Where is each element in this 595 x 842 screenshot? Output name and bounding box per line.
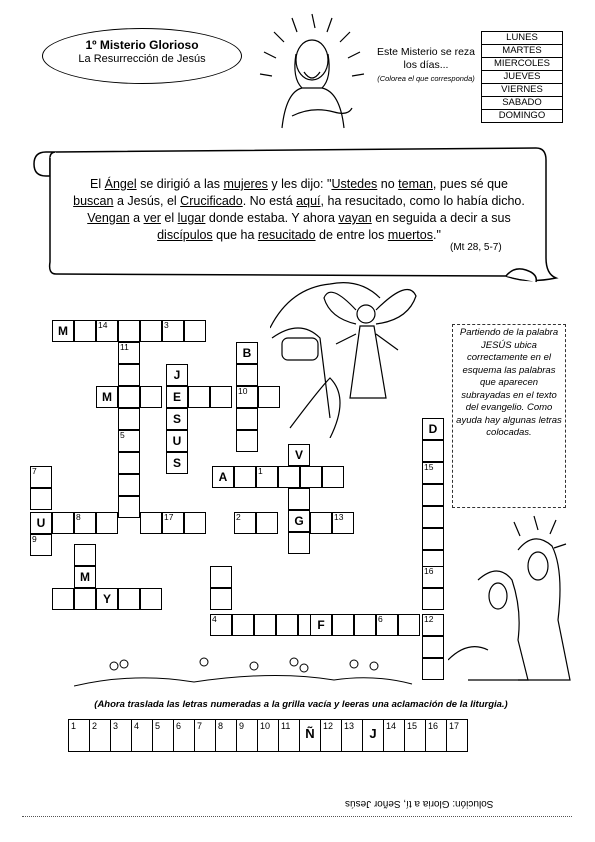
crossword-cell[interactable]: V (288, 444, 310, 466)
day-monday[interactable]: LUNES (482, 32, 563, 45)
crossword-cell[interactable] (354, 614, 376, 636)
crossword-cell[interactable] (52, 588, 74, 610)
answer-cell-number: 9 (239, 721, 245, 731)
crossword-cell[interactable] (30, 488, 52, 510)
crossword-cell[interactable]: B (236, 342, 258, 364)
crossword-cell[interactable] (332, 614, 354, 636)
answer-cell[interactable] (216, 720, 237, 752)
answer-cell[interactable] (111, 720, 132, 752)
crossword-cell[interactable]: 6 (376, 614, 398, 636)
crossword-cell[interactable]: 1 (256, 466, 278, 488)
crossword-cell[interactable] (184, 320, 206, 342)
crossword-cell[interactable] (140, 512, 162, 534)
crossword-cell[interactable] (140, 588, 162, 610)
day-tuesday[interactable]: MARTES (482, 45, 563, 58)
crossword-cell[interactable] (276, 614, 298, 636)
crossword-cell[interactable] (300, 466, 322, 488)
answer-cell-number: 1 (71, 721, 77, 731)
crossword-cell[interactable] (74, 544, 96, 566)
page-title: 1º Misterio Glorioso (85, 38, 199, 52)
crossword-cell[interactable]: 5 (118, 430, 140, 452)
gospel-reference: (Mt 28, 5-7) (450, 242, 502, 253)
day-friday[interactable]: VIERNES (482, 84, 563, 97)
answer-cell-number: 4 (134, 721, 140, 731)
answer-cell[interactable] (321, 720, 342, 752)
angel-illustration (270, 278, 450, 438)
answer-cell[interactable] (426, 720, 447, 752)
crossword-cell[interactable]: 16 (422, 566, 444, 588)
crossword-cell[interactable] (278, 466, 300, 488)
crossword-cell[interactable]: J (166, 364, 188, 386)
answer-cell-number: 15 (407, 721, 418, 731)
days-table (481, 31, 563, 123)
crossword-cell[interactable] (140, 320, 162, 342)
crossword-cell[interactable] (398, 614, 420, 636)
day-thursday[interactable]: JUEVES (482, 71, 563, 84)
crossword-cell[interactable] (118, 452, 140, 474)
answer-cell[interactable] (174, 720, 195, 752)
crossword-cell[interactable] (232, 614, 254, 636)
answer-cell[interactable] (90, 720, 111, 752)
answer-cell-letter: J (369, 726, 377, 741)
crossword-cell[interactable] (118, 408, 140, 430)
answer-cell-number: 10 (260, 721, 271, 731)
crossword-cell[interactable]: 3 (162, 320, 184, 342)
crossword-cell[interactable] (74, 588, 96, 610)
answer-cell-number: 3 (113, 721, 119, 731)
answer-cell[interactable] (69, 720, 90, 752)
crossword-cell[interactable]: G (288, 510, 310, 532)
answer-cell[interactable] (447, 720, 468, 752)
crossword-cell[interactable] (118, 474, 140, 496)
title-bubble (42, 28, 242, 84)
answer-cell (363, 720, 384, 752)
answer-cell[interactable] (279, 720, 300, 752)
answer-cell-letter: Ñ (305, 726, 315, 741)
answer-cell[interactable] (153, 720, 174, 752)
crossword-cell[interactable]: 14 (96, 320, 118, 342)
jesus-illustration (252, 8, 372, 138)
crossword-cell[interactable] (234, 466, 256, 488)
crossword-cell[interactable] (118, 496, 140, 518)
days-caption-text: Este Misterio se reza los días... (376, 46, 476, 71)
crossword-cell[interactable]: 12 (422, 614, 444, 636)
answer-cell-number: 8 (218, 721, 224, 731)
crossword-cell[interactable]: Y (96, 588, 118, 610)
crossword-cell[interactable]: S (166, 452, 188, 474)
crossword-cell[interactable] (258, 386, 280, 408)
answer-cell-number: 5 (155, 721, 161, 731)
crossword-cell[interactable]: 2 (234, 512, 256, 534)
crossword-cell[interactable]: 17 (162, 512, 184, 534)
crossword-cell[interactable] (422, 528, 444, 550)
crossword-cell[interactable] (422, 588, 444, 610)
instructions-box: Partiendo de la palabra JESÚS ubica correctamente en el esquema las palabras que aparecen subrayadas en el texto del evangelio. Como ayuda hay algunas letras colocadas. (452, 324, 566, 508)
flowers-decoration (74, 652, 414, 688)
crossword-cell[interactable] (236, 430, 258, 452)
crossword-cell[interactable]: A (212, 466, 234, 488)
crossword-cell[interactable]: 10 (236, 386, 258, 408)
crossword-cell[interactable]: E (166, 386, 188, 408)
crossword-cell[interactable] (310, 512, 332, 534)
crossword-cell[interactable] (188, 386, 210, 408)
crossword-cell[interactable]: 11 (118, 342, 140, 364)
grid-instructions: (Ahora traslada las letras numeradas a la grilla vacía y leeras una aclamación de la liturgia.) (94, 699, 508, 710)
answer-cell[interactable] (237, 720, 258, 752)
crossword-cell[interactable] (210, 588, 232, 610)
crossword-cell[interactable] (254, 614, 276, 636)
crossword-cell[interactable] (236, 364, 258, 386)
crossword-cell[interactable] (422, 506, 444, 528)
crossword-cell[interactable]: U (30, 512, 52, 534)
crossword-cell[interactable] (74, 320, 96, 342)
crossword-cell[interactable]: 4 (210, 614, 232, 636)
crossword-cell[interactable] (422, 636, 444, 658)
crossword-cell[interactable] (422, 484, 444, 506)
answer-cell-number: 12 (323, 721, 334, 731)
days-note: (Colorea el que corresponda) (377, 74, 475, 83)
cut-line (22, 816, 572, 817)
answer-cell[interactable] (384, 720, 405, 752)
crossword-cell[interactable]: M (52, 320, 74, 342)
answer-grid (68, 719, 468, 752)
crossword-cell[interactable] (236, 408, 258, 430)
crossword-cell[interactable] (322, 466, 344, 488)
crossword-cell[interactable] (288, 532, 310, 554)
crossword-cell[interactable]: D (422, 418, 444, 440)
crossword-cell[interactable] (184, 512, 206, 534)
days-caption (376, 46, 476, 83)
crossword-cell[interactable]: 8 (74, 512, 96, 534)
crossword-cell[interactable] (422, 658, 444, 680)
women-illustration (448, 510, 578, 690)
crossword-cell[interactable]: U (166, 430, 188, 452)
crossword-cell[interactable] (140, 386, 162, 408)
answer-cell[interactable] (132, 720, 153, 752)
day-sunday[interactable]: DOMINGO (482, 110, 563, 123)
crossword-cell[interactable]: F (310, 614, 332, 636)
answer-cell-number: 16 (428, 721, 439, 731)
answer-cell-number: 11 (281, 721, 291, 731)
crossword-cell[interactable]: 15 (422, 462, 444, 484)
answer-cell[interactable] (195, 720, 216, 752)
page-subtitle: La Resurrección de Jesús (78, 53, 206, 65)
answer-cell[interactable] (342, 720, 363, 752)
answer-cell-number: 6 (176, 721, 182, 731)
answer-cell-number: 7 (197, 721, 203, 731)
crossword-cell[interactable]: M (96, 386, 118, 408)
crossword-cell[interactable]: 9 (30, 534, 52, 556)
answer-cell[interactable] (258, 720, 279, 752)
answer-cell-number: 17 (449, 721, 460, 731)
gospel-text: El Ángel se dirigió a las mujeres y les dijo: "Ustedes no teman, pues sé que buscan a Jesús, el Crucificado. No está aquí, ha resucitado, como lo había dicho. Vengan a ver el lugar donde estaba. Y ahora vayan en seguida a decir a sus discípulos que ha resucitado de entre los muertos." (73, 177, 525, 242)
answer-cell (300, 720, 321, 752)
crossword-cell[interactable] (256, 512, 278, 534)
answer-cell[interactable] (405, 720, 426, 752)
crossword-cell[interactable] (210, 386, 232, 408)
crossword-cell[interactable] (96, 512, 118, 534)
answer-cell-number: 14 (386, 721, 397, 731)
answer-cell-number: 13 (344, 721, 355, 731)
crossword-cell[interactable] (52, 512, 74, 534)
crossword-cell[interactable]: 7 (30, 466, 52, 488)
crossword-cell[interactable]: 13 (332, 512, 354, 534)
crossword-cell[interactable] (288, 488, 310, 510)
day-saturday[interactable]: SABADO (482, 97, 563, 110)
day-wednesday[interactable]: MIERCOLES (482, 58, 563, 71)
crossword-cell[interactable] (422, 440, 444, 462)
crossword-cell[interactable]: M (74, 566, 96, 588)
crossword-cell[interactable]: S (166, 408, 188, 430)
crossword-cell[interactable] (210, 566, 232, 588)
answer-cell-number: 2 (92, 721, 98, 731)
crossword-cell[interactable] (118, 588, 140, 610)
crossword-cell[interactable] (118, 320, 140, 342)
crossword-cell[interactable] (118, 364, 140, 386)
solution-text: Solución: Gloria a tí, Señor Jesús (345, 798, 494, 809)
crossword-cell[interactable] (118, 386, 140, 408)
